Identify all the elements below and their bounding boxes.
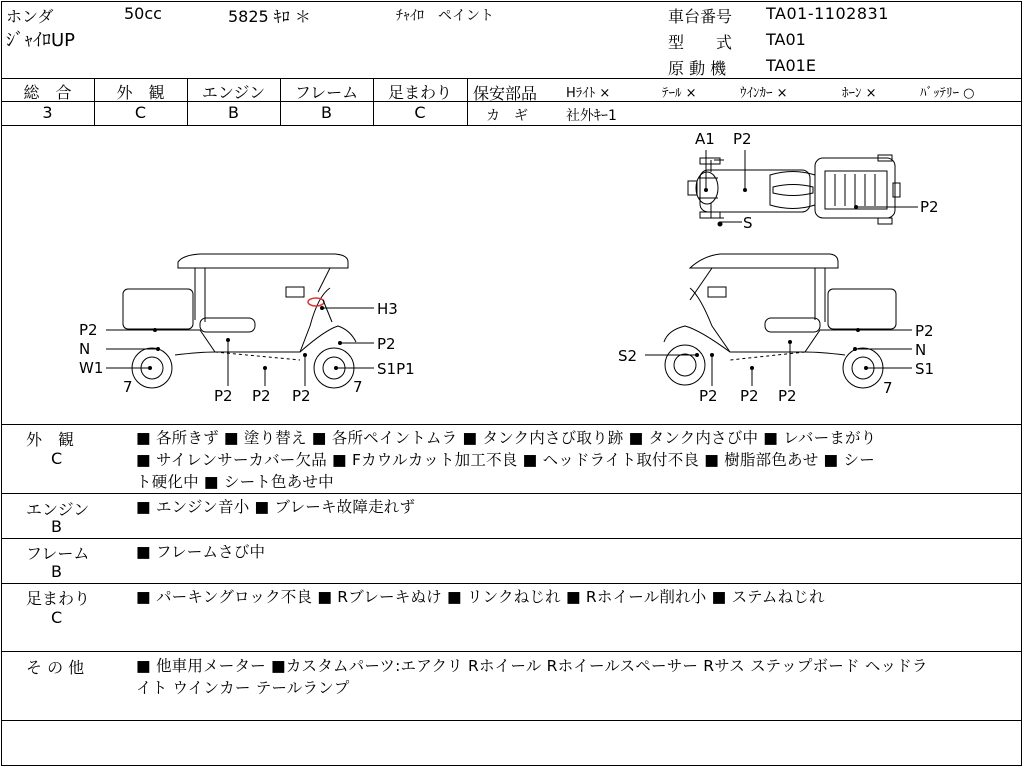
grade-suspension-value: C — [414, 103, 426, 122]
grade-overall-value: 3 — [42, 103, 53, 122]
maker: ホンダ — [6, 7, 54, 26]
top-label-p2-b: P2 — [920, 198, 939, 216]
safety-label: 保安部品 — [473, 84, 538, 103]
section-other-title: そ の 他 — [26, 658, 85, 677]
right-label-s2: S2 — [618, 347, 638, 365]
safety-horn: ﾎｰﾝ × — [842, 86, 877, 101]
right-label-s1: S1 — [915, 360, 935, 378]
left-label-7-front: 7 — [353, 378, 363, 396]
chassis-value: TA01-1102831 — [766, 4, 889, 23]
right-label-p2-rear: P2 — [915, 322, 934, 340]
safety-headlight: Hﾗｲﾄ × — [566, 86, 611, 101]
mileage: 5825 ｷﾛ ＊ — [228, 7, 311, 26]
right-label-p2-c: P2 — [778, 387, 797, 405]
grade-exterior-label: 外 観 — [116, 83, 165, 102]
section-exterior-grade: C — [51, 449, 63, 468]
left-label-p2-a: P2 — [214, 387, 233, 405]
right-side-view-drawing — [664, 254, 896, 388]
top-view-drawing — [688, 155, 900, 224]
grade-suspension-label: 足まわり — [387, 83, 452, 102]
top-label-p2-a: P2 — [733, 130, 752, 148]
section-other-text: ■ 他車用メーター ■カスタムパーツ:エアクリ Rホイール Rホイールスペーサー Rサス ステップボード ヘッドラ イト ウインカー テールランプ — [136, 657, 928, 697]
chassis-label: 車台番号 — [668, 7, 733, 26]
right-label-p2-a: P2 — [699, 387, 718, 405]
scooter-diagram — [0, 126, 1024, 424]
engine-model-value: TA01E — [766, 56, 816, 75]
engine-model-label: 原 動 機 — [668, 59, 727, 78]
grade-frame-label: フレーム — [294, 83, 359, 102]
color: ﾁｬｲﾛ ペイント — [396, 8, 494, 24]
section-engine-title: エンジン — [26, 500, 90, 519]
top-label-a1: A1 — [695, 130, 715, 148]
key-label: カ ギ — [486, 108, 528, 124]
type-label: 型 式 — [668, 33, 733, 52]
grade-frame-value: B — [321, 103, 332, 122]
left-label-h3: H3 — [377, 300, 398, 318]
section-engine-grade: B — [51, 517, 62, 536]
grade-engine-value: B — [228, 103, 239, 122]
key-value: 社外ｷｰ1 — [566, 108, 617, 124]
section-suspension-title: 足まわり — [26, 589, 91, 608]
left-label-p2-front: P2 — [377, 335, 396, 353]
left-label-s1p1: S1P1 — [377, 360, 415, 378]
section-frame-title: フレーム — [26, 544, 90, 563]
safety-taillight: ﾃｰﾙ × — [662, 86, 697, 101]
top-label-s: S — [743, 214, 753, 232]
section-frame-text: ■ フレームさび中 — [136, 543, 266, 561]
section-exterior-text: ■ 各所きず ■ 塗り替え ■ 各所ペイントムラ ■ タンク内さび取り跡 ■ タンク内さび中 ■ レバーまがり ■ サイレンサーカバー欠品 ■ Fカウルカット加工不良 ■ ヘッドライト取付不良 ■ 樹脂部色あせ ■ シー ト硬化中 ■ シート色あせ中 — [136, 429, 877, 491]
grade-overall-label: 総 合 — [23, 83, 72, 102]
left-side-view-drawing — [123, 254, 356, 388]
left-label-p2-rear: P2 — [79, 321, 98, 339]
section-engine-text: ■ エンジン音小 ■ ブレーキ故障走れず — [136, 498, 416, 516]
engine-cc: 50cc — [124, 4, 162, 23]
grade-exterior-value: C — [134, 103, 147, 122]
grade-engine-label: エンジン — [201, 83, 266, 102]
safety-winker: ｳｲﾝｶｰ × — [740, 86, 788, 101]
type-value: TA01 — [766, 30, 806, 49]
left-label-p2-c: P2 — [292, 387, 311, 405]
safety-battery: ﾊﾞｯﾃﾘｰ ○ — [920, 86, 975, 101]
right-label-p2-b: P2 — [740, 387, 759, 405]
left-label-n: N — [79, 340, 91, 358]
left-label-w1: W1 — [79, 359, 104, 377]
section-exterior-title: 外 観 — [26, 430, 75, 449]
right-label-7: 7 — [883, 379, 893, 397]
section-suspension-grade: C — [51, 608, 63, 627]
left-label-7-rear: 7 — [123, 378, 133, 396]
left-label-p2-b: P2 — [252, 387, 271, 405]
model-name: ｼﾞｬｲﾛUP — [6, 30, 76, 51]
section-frame-grade: B — [51, 562, 62, 581]
section-suspension-text: ■ パーキングロック不良 ■ Rブレーキぬけ ■ リンクねじれ ■ Rホイール削れ小 ■ ステムねじれ — [136, 588, 825, 606]
right-label-n: N — [915, 341, 927, 359]
